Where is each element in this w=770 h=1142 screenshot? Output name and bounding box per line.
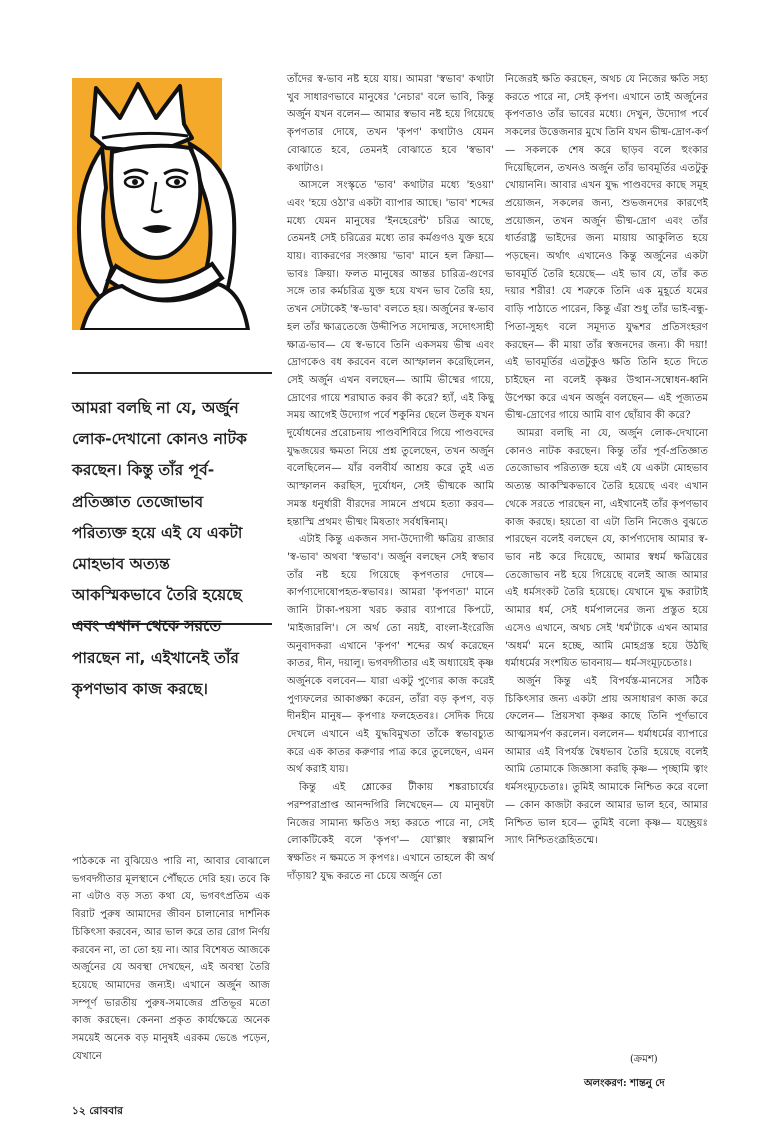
body-paragraph: আসলে সংস্কৃতে 'ভাব' কথাটার মধ্যে 'হওয়া' এবং 'হয়ে ওঠা'র একটা ব্যাপার আছে। 'ভাব' শব্দের মধ্যে যেমন মানুষের 'ইনহেরেন্ট' চরিত্র আছে, তেমনই সেই চরিত্রের মধ্যে তার কর্মগুণও যুক্ত হয়ে যায়। ব্যাকরণের সংজ্ঞায় 'ভাব' মানে হল ক্রিয়া— ভাবঃ ক্রিয়া। ফলত মানুষের আন্তর চারিত্র-গুণের সঙ্গে তার কর্মচরিত্র যুক্ত হয়ে যখন ভাব তৈরি হয়, তখন সেটাকেই 'স্ব-ভাব' বলতে হয়। অর্জুনের স্ব-ভাব হল তাঁর ক্ষাত্রতেজে উদ্দীপিত সদোন্মত্ত, সদোৎসাহী ক্ষাত্র-ভাব— যে স্ব-ভাবে তিনি একসময় ভীষ্ম এবং দ্রোণকেও বধ করবেন বলে আস্ফালন করেছিলেন, সেই অর্জুন এখন বলছেন— আমি ভীষ্মের গায়ে, দ্রোণের গায়ে শরাঘাত করব কী করে? হ্যাঁ, এই কিছু সময় আগেই উদ্যোগ পর্বে শকুনির ছেলে উলূক যখন দুর্যোধনের প্ররোচনায় পাণ্ডবশিবিরে গিয়ে পাণ্ডবদের যুদ্ধজয়ের ক্ষমতা নিয়ে প্রশ্ন তুলেছেন, তখন অর্জুন বলেছিলেন— যাঁর বলবীর্য আশ্রয় করে তুই এত আস্ফালন করছিস, দুর্যোধন, সেই ভীষ্মকে আমি সমস্ত ধনুর্ধারী বীরদের সামনে প্রথমে হত্যা করব— হন্তাস্মি প্রথমং ভীষ্মং মিষতাং সর্বধন্বিনাম্। (287, 180, 494, 528)
pullquote-line: করছেন। কিন্তু তাঁর পূর্ব- (72, 461, 215, 480)
illustration-credit: অলংকরণ: শান্তনু দে (584, 1078, 665, 1089)
pullquote-line: কৃপণভাব কাজ করছে। (72, 679, 208, 698)
pullquote (72, 393, 264, 705)
body-column-right (505, 71, 708, 850)
continued-marker: (ক্রমশ) (630, 1054, 658, 1065)
pullquote-line: পরিত্যক্ত হয়ে এই যে একটা (72, 523, 243, 542)
pullquote-line: পারছেন না, এইখানেই তাঁর (72, 648, 239, 667)
pullquote-top-rule (72, 372, 272, 374)
body-paragraph: আমরা বলছি না যে, অর্জুন লোক-দেখানো কোনও নাটক করছেন। কিন্তু তাঁর পূর্ব-প্রতিজ্ঞাত তেজোভাব পরিত্যক্ত হয়ে এই যে একটা মোহভাব অত্যন্ত আকস্মিকভাবে তৈরি হয়েছে এবং এখান থেকে সরতে পারছেন না, এইখানেই তাঁর কৃপণভাব কাজ করছে। হয়তো বা এটা তিনি নিজেও বুঝতে পারছেন বলেই বলছেন যে, কার্পণ্যদোষ আমার স্ব-ভাব নষ্ট করে দিয়েছে, আমার স্বধর্ম ক্ষত্রিয়ের তেজোভাব নষ্ট হয়ে গিয়েছে বলেই আজ আমার এই ধর্মসংকট তৈরি হয়েছে। যেখানে যুদ্ধ করাটাই আমার ধর্ম, সেই ধর্মপালনের জন্য প্রস্তুত হয়ে এসেও এখানে, অথচ সেই 'ধর্ম'টাকে এখন আমার 'অধর্ম' মনে হচ্ছে, আমি মোহগ্রস্ত হয়ে উঠছি ধর্মাধর্মের সংশয়িত ভাবনায়— ধর্ম-সংমূঢ়চেতাঃ। (505, 428, 708, 670)
pullquote-line: লোক-দেখানো কোনও নাটক (72, 430, 247, 449)
body-column-left (72, 853, 270, 1065)
body-paragraph: অর্জুন কিন্তু এই বিপর্যস্ত-মানসের সঠিক চিকিৎসার জন্য একটা প্রায় অসাধারণ কাজ করে ফেলেন— প্রিয়সখা কৃষ্ণর কাছে তিনি পূর্ণভাবে আত্মসমর্পণ করলেন। বললেন— ধর্মাধর্মের ব্যাপারে আমার এই বিপর্যস্ত দ্বৈধভাব তৈরি হয়েছে বলেই আমি তোমাকে জিজ্ঞাসা করছি কৃষ্ণ— পৃচ্ছামি ত্বাং ধর্মসংমূঢ়চেতাঃ। তুমিই আমাকে নিশ্চিত করে বলো— কোন কাজটা করলে আমার ভাল হবে, আমার নিশ্চিত ভাল হবে— তুমিই বলো কৃষ্ণ— যচ্ছ্রেয়ঃ স্যাৎ নিশ্চিতংব্রূহিতন্মে। (505, 675, 708, 847)
page-folio: ১২ রোববার (72, 1105, 123, 1117)
face (111, 146, 200, 258)
pullquote-line: এবং এখান থেকে সরতে (72, 617, 222, 636)
body-paragraph: এটাই কিন্তু একজন সদা-উদ্যোগী ক্ষত্রিয় রাজার 'স্ব-ভাব' অথবা 'স্বভাব'। অর্জুন বলছেন সেই স্বভাব তাঁর নষ্ট হয়ে গিয়েছে কৃপণতার দোষে— কার্পণ্যদোষোপহত-স্বভাবঃ। আমরা 'কৃপণতা' মানে জানি টাকা-পয়সা খরচ করার ব্যাপারে কিপটে, 'মাইজারলি'। সে অর্থ তো নয়ই, বাংলা-ইংরেজি অনুবাদকরা এখানে 'কৃপণ' শব্দের অর্থ করেছেন কাতর, দীন, দয়ালু। ভগবদ্গীতার এই অধ্যায়েই কৃষ্ণ অর্জুনকে বলবেন— যারা একটু পুণ্যের কাজ করেই পুণ্যফলের আকাঙ্ক্ষা করেন, তাঁরা বড় কৃপণ, বড় দীনহীন মানুষ— কৃপণাঃ ফলহেতবঃ। সেদিক দিয়ে দেখলে এখানে এই যুদ্ধবিমুখতা তাঁকে স্বভাবচ্যুত করে এক কাতর করুণার পাত্র করে তুলেছেন, এমন অর্থ করাই যায়। (287, 534, 494, 776)
pullquote-line: আকস্মিকভাবে তৈরি হয়েছে (72, 586, 242, 605)
pullquote-line: মোহভাব অত্যন্ত (72, 555, 170, 574)
pullquote-line: আমরা বলছি না যে, অর্জুন (72, 399, 239, 417)
body-paragraph: তাঁদের স্ব-ভাব নষ্ট হয়ে যায়। আমরা 'স্বভাব' কথাটা খুব সাধারণভাবে মানুষের 'নেচার' বলে ভাবি, কিন্তু অর্জুন যখন বলেন— আমার স্বভাব নষ্ট হয়ে গিয়েছে কৃপণতার দোষে, তখন 'কৃপণ' কথাটাও যেমন বোঝাতে হবে, তেমনই বোঝাতে হবে 'স্বভাব' কথাটাও। (287, 74, 494, 174)
body-paragraph: পাঠককে না বুঝিয়েও পারি না, আবার বোঝালে ভগবদ্গীতার মূলস্থানে পৌঁছতে দেরি হয়। তবে কি না এটাও বড় সত্য কথা যে, ভগবৎপ্রতিম এক বিরাট পুরুষ আমাদের জীবন চালানোর দার্শনিক চিকিৎসা করবেন, আর ভাল করে তার রোগ নির্ণয় করবেন না, তা তো হয় না। আর বিশেষত আজকে অর্জুনের যে অবস্থা দেখছেন, এই অবস্থা তৈরি হয়েছে আমাদের জন্যই। এখানে অর্জুন আজ সম্পূর্ণ ভারতীয় পুরুষ-সমাজের প্রতিভূর মতো কাজ করছেন। কেননা প্রকৃত কার্যক্ষেত্রে অনেক সময়েই অনেক বড় মানুষই এরকম ভেঙে পড়েন, যেখানে (72, 856, 270, 1062)
body-paragraph: কিন্তু এই শ্লোকের টীকায় শঙ্করাচার্যের পরম্পরাপ্রাপ্ত আনন্দগিরি লিখেছেন— যে মানুষটা নিজের সামান্য ক্ষতিও সহ্য করতে পারে না, সেই লোকটিকেই বলে 'কৃপণ'— যো'ল্পাং স্বল্পামপি স্বক্ষতিং ন ক্ষমতে স কৃপণঃ। এখানে তাহলে কী অর্থ দাঁড়ায়? যুদ্ধ করতে না চেয়ে অর্জুন তো (287, 782, 494, 882)
arjuna-with-crown-illustration (72, 78, 266, 330)
body-paragraph: নিজেরই ক্ষতি করছেন, অথচ যে নিজের ক্ষতি সহ্য করতে পারে না, সেই কৃপণ। এখানে তাই অর্জুনের কৃপণতাও তাঁর ভাবের মধ্যে। দেখুন, উদ্যোগ পর্বে সকলের উত্তেজনার মুখে তিনি যখন ভীষ্ম-দ্রোণ-কর্ণ— সকলকে শেষ করে ছাড়ব বলে হুংকার দিয়েছিলেন, তখনও অর্জুন তাঁর ভাবমূর্তির এতটুকু খোয়াননি। আবার এখন যুদ্ধ পাণ্ডবদের কাছে সমূহ প্রয়োজন, সকলের জন্য, শুভজনদের কারণেই প্রয়োজন, তখন অর্জুন ভীষ্ম-দ্রোণ এবং তাঁর ধার্তরাষ্ট্র ভাইদের জন্য মায়ায় আকুলিত হয়ে পড়ছেন। অর্থাৎ এখানেও কিন্তু অর্জুনের একটা ভাবমূর্তি তৈরি হয়েছে— এই ভাব যে, তাঁর কত দয়ার শরীর! যে শত্রুকে তিনি এক মুহূর্তে যমের বাড়ি পাঠাতে পারেন, কিন্তু এঁরা শুধু তাঁর ভাই-বন্ধু-পিতা-সুহৃৎ বলে সমূদ্যত যুদ্ধশর প্রতিসংহরণ করছেন— কী মায়া তাঁর স্বজনদের জন্য। কী দয়া! এই ভাবমূর্তির এতটুকুও ক্ষতি তিনি হতে দিতে চাইছেন না বলেই কৃষ্ণর উত্থান-সম্বোধন-ধ্বনি উপেক্ষা করে এখন অর্জুন বলছেন— এই পূজ্যতম ভীষ্ম-দ্রোণের গায়ে আমি বাণ ছোঁয়াব কী করে? (505, 74, 708, 422)
body-column-middle (287, 71, 494, 885)
pullquote-line: প্রতিজ্ঞাত তেজোভাব (72, 492, 204, 511)
